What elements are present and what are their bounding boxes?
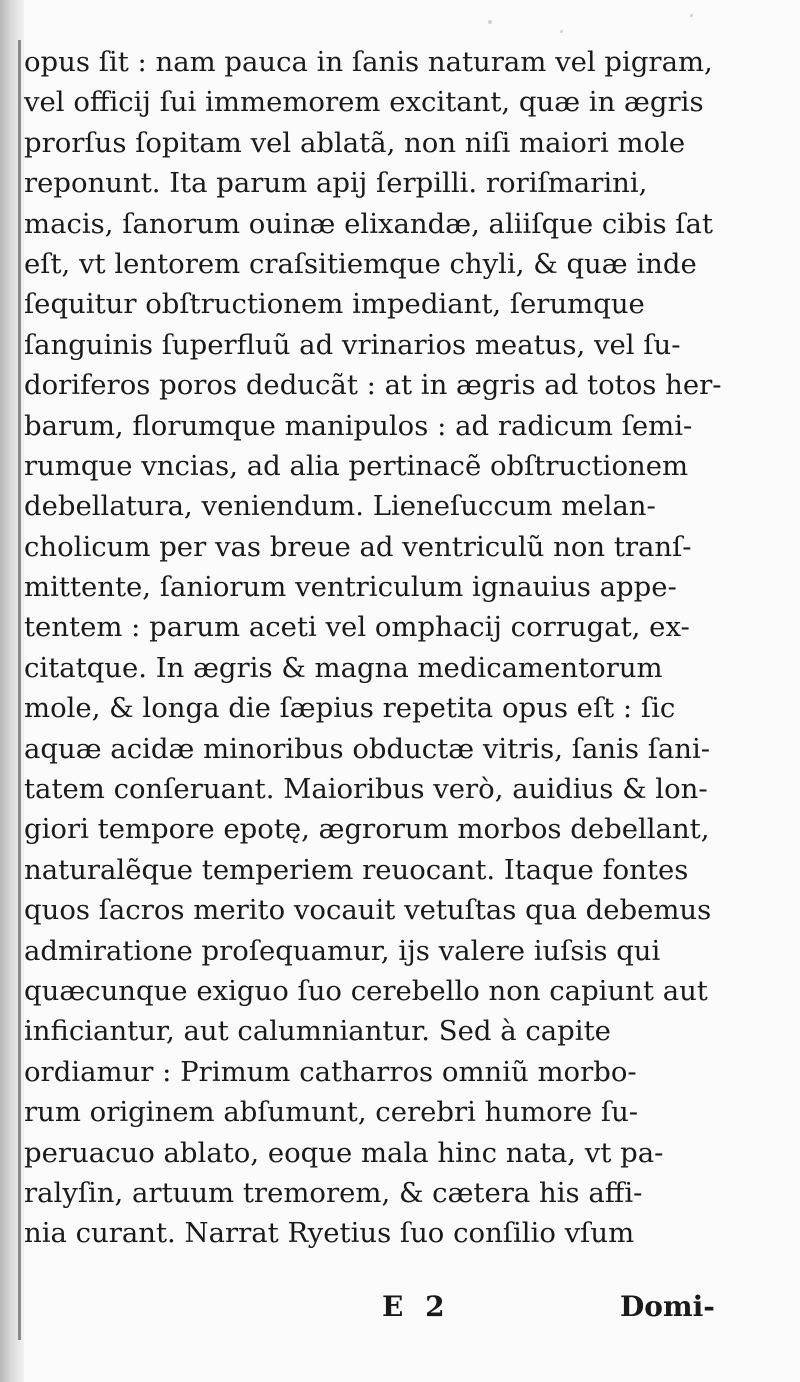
text-line: ralyſin, artuum tremorem, & cætera his affi-: [24, 1176, 643, 1209]
text-line: tatem conſeruant. Maioribus verò, auidius & lon-: [24, 773, 708, 806]
text-line: ordiamur : Primum catharros omniũ morbo-: [24, 1055, 637, 1088]
text-line: inficiantur, aut calumniantur. Sed à capite: [24, 1015, 611, 1048]
page-footer: [0, 1290, 800, 1336]
text-line: cholicum per vas breue ad ventriculũ non tranſ-: [24, 530, 692, 563]
text-line: rumque vncias, ad alia pertinacẽ obſtructionem: [24, 449, 689, 482]
text-line: debellatura, veniendum. Lieneſuccum melan-: [24, 490, 656, 523]
text-line: giori tempore epotę, ægrorum morbos debellant,: [24, 813, 710, 846]
text-line: mole, & longa die ſæpius repetita opus eſt : ſic: [24, 692, 676, 725]
text-line: prorſus ſopitam vel ablatã, non niſi maiori mole: [24, 126, 686, 159]
text-line: citatque. In ægris & magna medicamentorum: [24, 651, 663, 684]
signature-mark: E 2: [382, 1290, 451, 1323]
paper-speck: [560, 30, 563, 33]
text-line: doriferos poros deducãt : at in ægris ad totos her-: [24, 369, 722, 402]
text-line: ſequitur obſtructionem impediant, ſerumque: [24, 288, 645, 321]
text-line: vel officij ſui immemorem excitant, quæ in ægris: [24, 86, 704, 119]
text-line: reponunt. Ita parum apij ſerpilli. roriſmarini,: [24, 167, 648, 200]
text-line: quæcunque exiguo ſuo cerebello non capiunt aut: [24, 974, 708, 1007]
text-line: rum originem abſumunt, cerebri humore ſu-: [24, 1096, 639, 1129]
text-line: eſt, vt lentorem craſsitiemque chyli, & quæ inde: [24, 247, 697, 280]
text-line: admiratione proſequamur, ijs valere iuſsis qui: [24, 934, 661, 967]
text-line: macis, ſanorum ouinæ elixandæ, aliiſque cibis ſat: [24, 207, 713, 240]
text-line: naturalẽque temperiem reuocant. Itaque fontes: [24, 853, 689, 886]
text-line: nia curant. Narrat Ryetius ſuo conſilio vſum: [24, 1217, 635, 1250]
text-line: quos ſacros merito vocauit vetuſtas qua debemus: [24, 894, 712, 927]
paper-speck: [488, 20, 492, 24]
text-line: tentem : parum aceti vel omphacij corrugat, ex-: [24, 611, 690, 644]
text-line: ſanguinis ſuperfluũ ad vrinarios meatus, vel ſu-: [24, 328, 681, 361]
catchword: Domi-: [620, 1290, 715, 1323]
paper-speck: [690, 14, 693, 17]
text-line: peruacuo ablato, eoque mala hinc nata, vt pa-: [24, 1136, 664, 1169]
text-line: opus ſit : nam pauca in ſanis naturam vel pigram,: [24, 46, 713, 78]
body-text: [24, 42, 736, 1254]
text-line: barum, florumque manipulos : ad radicum ſemi-: [24, 409, 693, 442]
binding-edge: [18, 40, 21, 1340]
text-line: aquæ acidæ minoribus obductæ vitris, ſanis ſani-: [24, 732, 711, 765]
text-line: mittente, ſaniorum ventriculum ignauius appe-: [24, 571, 677, 604]
